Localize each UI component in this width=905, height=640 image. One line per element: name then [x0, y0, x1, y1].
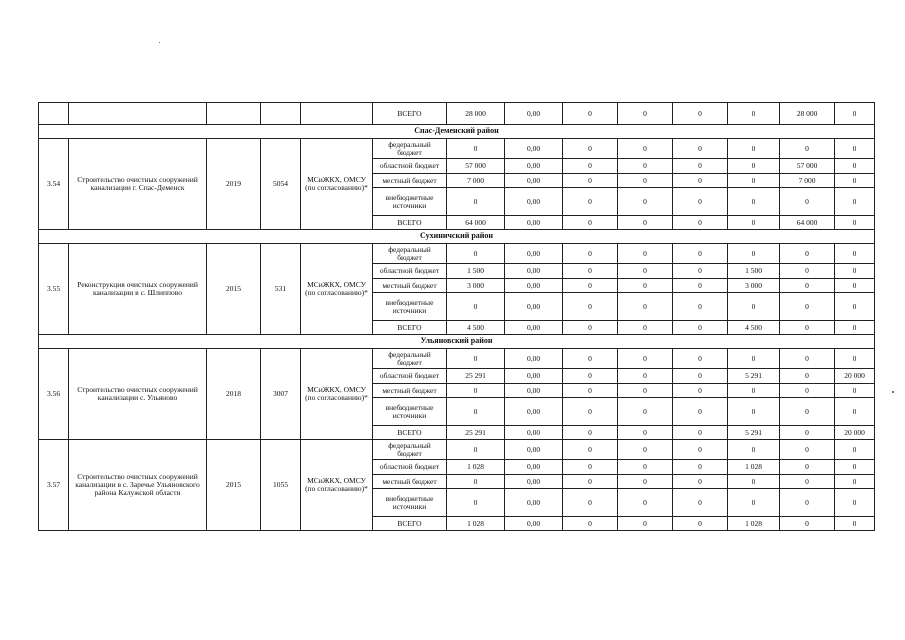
- amount-cell: 0: [563, 216, 618, 230]
- table-row: [39, 139, 875, 159]
- amount-cell: 0: [618, 264, 673, 279]
- amount-cell: 0: [447, 489, 505, 517]
- project-name: Строительство очистных сооружений канализации г. Спас-Деменск: [69, 139, 207, 230]
- amount-cell: 0: [618, 398, 673, 426]
- empty-cell: [261, 103, 301, 125]
- amount-cell: 0: [618, 384, 673, 398]
- amount-cell: 0: [728, 188, 780, 216]
- amount-cell: 0: [563, 440, 618, 460]
- amount-cell: 0: [673, 244, 728, 264]
- amount-cell: 0: [673, 460, 728, 475]
- amount-cell: 0: [835, 159, 875, 174]
- amount-cell: 0: [728, 103, 780, 125]
- funding-source: внебюджетные источники: [373, 293, 447, 321]
- funding-source: ВСЕГО: [373, 216, 447, 230]
- amount-cell: 0: [447, 349, 505, 369]
- amount-cell: 0: [618, 216, 673, 230]
- responsible-org: МСиЖКХ, ОМСУ (по согласованию)*: [301, 349, 373, 440]
- amount-cell: 0,00: [505, 369, 563, 384]
- table-row: [39, 244, 875, 264]
- amount-cell: 0: [618, 279, 673, 293]
- amount-cell: 0: [447, 244, 505, 264]
- project-number: 3.55: [39, 244, 69, 335]
- amount-cell: 0: [835, 475, 875, 489]
- district-row: [39, 335, 875, 349]
- district-title: Ульяновский район: [39, 335, 875, 349]
- amount-cell: 0: [780, 293, 835, 321]
- amount-cell: 0: [673, 279, 728, 293]
- amount-cell: 5 291: [728, 369, 780, 384]
- amount-cell: 0: [728, 489, 780, 517]
- funding-source: местный бюджет: [373, 384, 447, 398]
- project-number: 3.57: [39, 440, 69, 531]
- project-year: 2015: [207, 440, 261, 531]
- amount-cell: 0,00: [505, 264, 563, 279]
- amount-cell: 0: [563, 244, 618, 264]
- amount-cell: 0: [673, 475, 728, 489]
- amount-cell: 0: [447, 398, 505, 426]
- amount-cell: 0: [563, 349, 618, 369]
- empty-cell: [39, 103, 69, 125]
- amount-cell: 0: [835, 139, 875, 159]
- table-row: [39, 440, 875, 460]
- amount-cell: 0: [673, 384, 728, 398]
- project-name: Строительство очистных сооружений канализации с. Ульяново: [69, 349, 207, 440]
- amount-cell: 20 000: [835, 369, 875, 384]
- scan-speck: [159, 42, 160, 43]
- amount-cell: 0: [563, 384, 618, 398]
- amount-cell: 0: [780, 139, 835, 159]
- amount-cell: 57 000: [447, 159, 505, 174]
- amount-cell: 0: [728, 216, 780, 230]
- funding-source: ВСЕГО: [373, 321, 447, 335]
- amount-cell: 0: [835, 174, 875, 188]
- amount-cell: 0: [780, 264, 835, 279]
- amount-cell: 0: [673, 293, 728, 321]
- amount-cell: 0: [563, 279, 618, 293]
- amount-cell: 0: [673, 139, 728, 159]
- project-year: 2018: [207, 349, 261, 440]
- amount-cell: 0: [673, 517, 728, 531]
- amount-cell: 0,00: [505, 384, 563, 398]
- funding-table: [38, 102, 875, 531]
- district-row: [39, 230, 875, 244]
- amount-cell: 0,00: [505, 517, 563, 531]
- amount-cell: 1 500: [728, 264, 780, 279]
- amount-cell: 1 028: [447, 460, 505, 475]
- amount-cell: 0: [835, 384, 875, 398]
- empty-cell: [301, 103, 373, 125]
- amount-cell: 4 500: [447, 321, 505, 335]
- amount-cell: 0: [563, 293, 618, 321]
- amount-cell: 0: [728, 139, 780, 159]
- amount-cell: 0: [618, 440, 673, 460]
- amount-cell: 0: [835, 279, 875, 293]
- amount-cell: 0: [563, 174, 618, 188]
- district-title: Сухиничский район: [39, 230, 875, 244]
- amount-cell: 25 291: [447, 369, 505, 384]
- amount-cell: 0: [835, 517, 875, 531]
- amount-cell: 0: [673, 188, 728, 216]
- amount-cell: 0: [563, 426, 618, 440]
- amount-cell: 20 000: [835, 426, 875, 440]
- project-capacity: 531: [261, 244, 301, 335]
- amount-cell: 0: [618, 103, 673, 125]
- empty-cell: [69, 103, 207, 125]
- project-year: 2015: [207, 244, 261, 335]
- amount-cell: 1 028: [728, 517, 780, 531]
- amount-cell: 0: [618, 349, 673, 369]
- amount-cell: 0: [835, 244, 875, 264]
- amount-cell: 0: [618, 489, 673, 517]
- amount-cell: 0: [728, 398, 780, 426]
- amount-cell: 0: [728, 349, 780, 369]
- amount-cell: 0: [728, 475, 780, 489]
- amount-cell: 0: [618, 293, 673, 321]
- amount-cell: 0,00: [505, 349, 563, 369]
- funding-source: федеральный бюджет: [373, 349, 447, 369]
- amount-cell: 5 291: [728, 426, 780, 440]
- project-capacity: 1055: [261, 440, 301, 531]
- funding-source: внебюджетные источники: [373, 188, 447, 216]
- amount-cell: 0,00: [505, 174, 563, 188]
- amount-cell: 28 000: [780, 103, 835, 125]
- amount-cell: 28 000: [447, 103, 505, 125]
- amount-cell: 0: [835, 440, 875, 460]
- amount-cell: 0: [780, 384, 835, 398]
- amount-cell: 0: [835, 264, 875, 279]
- amount-cell: 0: [673, 426, 728, 440]
- amount-cell: 0,00: [505, 475, 563, 489]
- district-row: [39, 125, 875, 139]
- amount-cell: 64 000: [447, 216, 505, 230]
- amount-cell: 0: [673, 321, 728, 335]
- amount-cell: 0,00: [505, 426, 563, 440]
- amount-cell: 0: [780, 440, 835, 460]
- amount-cell: 0: [563, 369, 618, 384]
- table-row: [39, 349, 875, 369]
- amount-cell: 64 000: [780, 216, 835, 230]
- amount-cell: 0,00: [505, 216, 563, 230]
- amount-cell: 0: [447, 475, 505, 489]
- responsible-org: МСиЖКХ, ОМСУ (по согласованию)*: [301, 440, 373, 531]
- amount-cell: 0: [780, 369, 835, 384]
- funding-source: ВСЕГО: [373, 426, 447, 440]
- amount-cell: 0: [835, 103, 875, 125]
- amount-cell: 3 000: [447, 279, 505, 293]
- amount-cell: 0,00: [505, 279, 563, 293]
- amount-cell: 0: [673, 216, 728, 230]
- amount-cell: 0,00: [505, 321, 563, 335]
- amount-cell: 0: [835, 216, 875, 230]
- amount-cell: 0: [673, 489, 728, 517]
- responsible-org: МСиЖКХ, ОМСУ (по согласованию)*: [301, 244, 373, 335]
- district-title: Спас-Деменский район: [39, 125, 875, 139]
- amount-cell: 0: [563, 398, 618, 426]
- amount-cell: 0: [835, 321, 875, 335]
- amount-cell: 57 000: [780, 159, 835, 174]
- amount-cell: 0,00: [505, 244, 563, 264]
- amount-cell: 0,00: [505, 103, 563, 125]
- amount-cell: 0,00: [505, 460, 563, 475]
- amount-cell: 0: [780, 489, 835, 517]
- amount-cell: 0: [618, 321, 673, 335]
- amount-cell: 7 000: [447, 174, 505, 188]
- scan-speck: [892, 391, 894, 393]
- amount-cell: 0: [618, 159, 673, 174]
- funding-source: ВСЕГО: [373, 517, 447, 531]
- amount-cell: 0: [780, 244, 835, 264]
- amount-cell: 0: [563, 489, 618, 517]
- empty-cell: [207, 103, 261, 125]
- amount-cell: 0: [780, 475, 835, 489]
- amount-cell: 0: [447, 139, 505, 159]
- amount-cell: 0: [835, 293, 875, 321]
- amount-cell: 0: [728, 244, 780, 264]
- amount-cell: 0: [563, 139, 618, 159]
- amount-cell: 0: [618, 369, 673, 384]
- amount-cell: 0: [447, 440, 505, 460]
- amount-cell: 0: [447, 293, 505, 321]
- amount-cell: 0: [447, 384, 505, 398]
- amount-cell: 0: [835, 188, 875, 216]
- amount-cell: 0: [618, 174, 673, 188]
- funding-source: федеральный бюджет: [373, 139, 447, 159]
- funding-source: областной бюджет: [373, 264, 447, 279]
- project-number: 3.54: [39, 139, 69, 230]
- responsible-org: МСиЖКХ, ОМСУ (по согласованию)*: [301, 139, 373, 230]
- funding-source: ВСЕГО: [373, 103, 447, 125]
- amount-cell: 0: [780, 398, 835, 426]
- project-name: Строительство очистных сооружений канализации в с. Заречье Ульяновского района Калужской области: [69, 440, 207, 531]
- amount-cell: 0: [835, 349, 875, 369]
- funding-source: внебюджетные источники: [373, 398, 447, 426]
- amount-cell: 0: [563, 517, 618, 531]
- amount-cell: 0: [728, 159, 780, 174]
- project-year: 2019: [207, 139, 261, 230]
- amount-cell: 0: [673, 159, 728, 174]
- project-capacity: 3007: [261, 349, 301, 440]
- amount-cell: 0: [673, 174, 728, 188]
- funding-source: федеральный бюджет: [373, 440, 447, 460]
- amount-cell: 0: [673, 398, 728, 426]
- amount-cell: 0: [618, 460, 673, 475]
- amount-cell: 0: [673, 440, 728, 460]
- amount-cell: 0: [563, 475, 618, 489]
- amount-cell: 0: [780, 188, 835, 216]
- amount-cell: 0: [780, 517, 835, 531]
- funding-source: областной бюджет: [373, 460, 447, 475]
- amount-cell: 0: [728, 384, 780, 398]
- amount-cell: 0: [618, 426, 673, 440]
- amount-cell: 0: [563, 103, 618, 125]
- amount-cell: 0: [618, 139, 673, 159]
- amount-cell: 0: [780, 426, 835, 440]
- amount-cell: 0: [728, 293, 780, 321]
- project-capacity: 5054: [261, 139, 301, 230]
- amount-cell: 0: [618, 244, 673, 264]
- amount-cell: 0: [563, 188, 618, 216]
- amount-cell: 0: [728, 174, 780, 188]
- amount-cell: 0: [447, 188, 505, 216]
- amount-cell: 0: [835, 489, 875, 517]
- project-number: 3.56: [39, 349, 69, 440]
- funding-source: областной бюджет: [373, 369, 447, 384]
- amount-cell: 3 000: [728, 279, 780, 293]
- amount-cell: 0: [780, 279, 835, 293]
- amount-cell: 0,00: [505, 188, 563, 216]
- funding-source: внебюджетные источники: [373, 489, 447, 517]
- amount-cell: 0: [835, 460, 875, 475]
- amount-cell: 0: [728, 440, 780, 460]
- amount-cell: 7 000: [780, 174, 835, 188]
- funding-source: федеральный бюджет: [373, 244, 447, 264]
- funding-source: местный бюджет: [373, 279, 447, 293]
- amount-cell: 0,00: [505, 139, 563, 159]
- project-name: Реконструкция очистных сооружений канализации в с. Шлиппово: [69, 244, 207, 335]
- amount-cell: 1 500: [447, 264, 505, 279]
- amount-cell: 0: [563, 159, 618, 174]
- amount-cell: 4 500: [728, 321, 780, 335]
- table-row: [39, 103, 875, 125]
- amount-cell: 0: [618, 517, 673, 531]
- amount-cell: 0: [780, 349, 835, 369]
- amount-cell: 0: [835, 398, 875, 426]
- amount-cell: 0: [563, 264, 618, 279]
- amount-cell: 0: [673, 264, 728, 279]
- amount-cell: 0,00: [505, 440, 563, 460]
- amount-cell: 0: [780, 321, 835, 335]
- amount-cell: 25 291: [447, 426, 505, 440]
- amount-cell: 0: [563, 460, 618, 475]
- amount-cell: 0,00: [505, 398, 563, 426]
- amount-cell: 0: [618, 188, 673, 216]
- amount-cell: 0: [780, 460, 835, 475]
- amount-cell: 0,00: [505, 159, 563, 174]
- funding-source: областной бюджет: [373, 159, 447, 174]
- amount-cell: 0: [618, 475, 673, 489]
- funding-source: местный бюджет: [373, 174, 447, 188]
- amount-cell: 0: [673, 369, 728, 384]
- amount-cell: 0,00: [505, 489, 563, 517]
- amount-cell: 0: [673, 103, 728, 125]
- amount-cell: 1 028: [447, 517, 505, 531]
- amount-cell: 0: [673, 349, 728, 369]
- amount-cell: 0: [563, 321, 618, 335]
- amount-cell: 1 028: [728, 460, 780, 475]
- amount-cell: 0,00: [505, 293, 563, 321]
- funding-source: местный бюджет: [373, 475, 447, 489]
